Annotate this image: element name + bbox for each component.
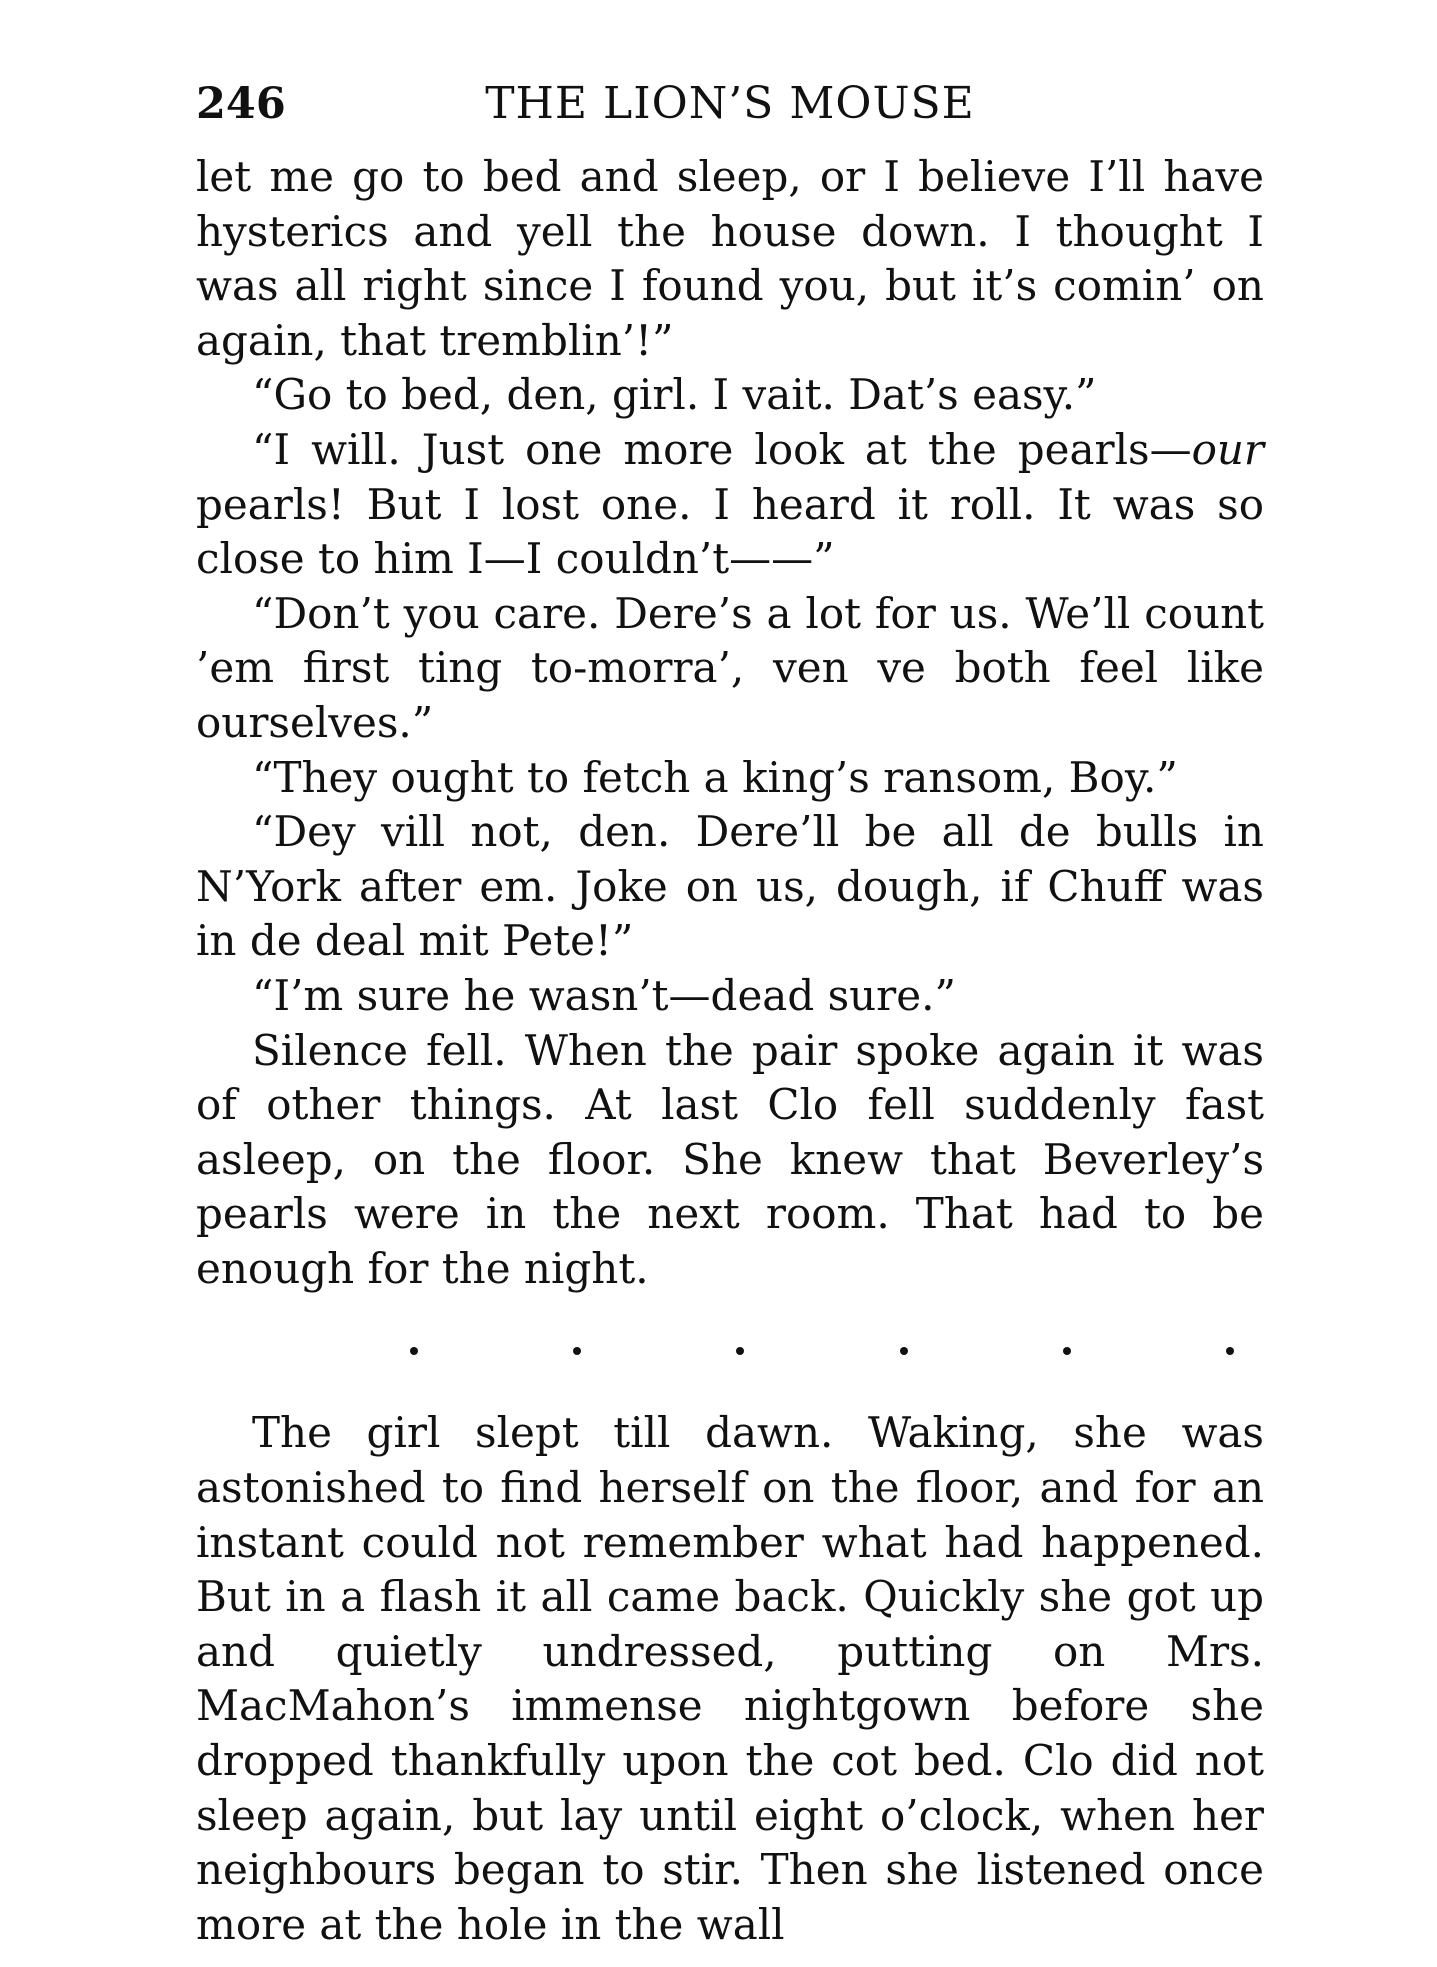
paragraph-text: “I will. Just one more look at the pearls— [252,424,1192,474]
italic-emphasis: our [1191,424,1264,474]
paragraph-dialogue: “They ought to fetch a king’s ransom, Boy.” [252,752,1178,802]
paragraph-continuation: let me go to bed and sleep, or I believe I’ll have hysterics and yell the house down. I thought I was all right since I found you, but it’s comin’ on again, that tremblin’!” [196,152,1264,365]
paragraph-dialogue [196,423,1264,587]
paragraph-dialogue: “I’m sure he wasn’t—dead sure.” [252,970,956,1020]
paragraph-text: pearls! But I lost one. I heard it roll. It was so close to him I—I couldn’t——” [196,479,1264,584]
break-dot [410,1347,418,1355]
page-header [196,74,1264,134]
paragraph-narration: The girl slept till dawn. Waking, she was astonished to find herself on the floor, and for an instant could not remember what had happened. But in a flash it all came back. Quickly she got up and quietly undressed, putting on Mrs. MacMahon’s immense nightgown before she dropped thankfully upon the cot bed. Clo did not sleep again, but lay until eight o’clock, when her neighbours began to stir. Then she listened once more at the hole in the wall [196,1408,1264,1949]
body-text [196,150,1264,1952]
paragraph-dialogue: “Go to bed, den, girl. I vait. Dat’s easy.” [252,370,1097,420]
break-dot [1063,1347,1071,1355]
paragraph-narration: Silence fell. When the pair spoke again it was of other things. At last Clo fell suddenly fast asleep, on the floor. She knew that Beverley’s pearls were in the next room. That had to be enough for the night. [196,1025,1264,1293]
page-number: 246 [196,79,286,129]
paragraph-dialogue: “Dey vill not, den. Dere’ll be all de bulls in N’York after em. Joke on us, dough, if Chuff was in de deal mit Pete!” [196,807,1264,966]
section-break [196,1296,1264,1406]
break-dot [573,1347,581,1355]
break-dot [1226,1347,1234,1355]
break-dot [900,1347,908,1355]
paragraph-dialogue: “Don’t you care. Dere’s a lot for us. We’ll count ’em first ting to-morra’, ven ve both feel like ourselves.” [196,588,1264,747]
break-dot [736,1347,744,1355]
running-title: THE LION’S MOUSE [485,78,975,129]
